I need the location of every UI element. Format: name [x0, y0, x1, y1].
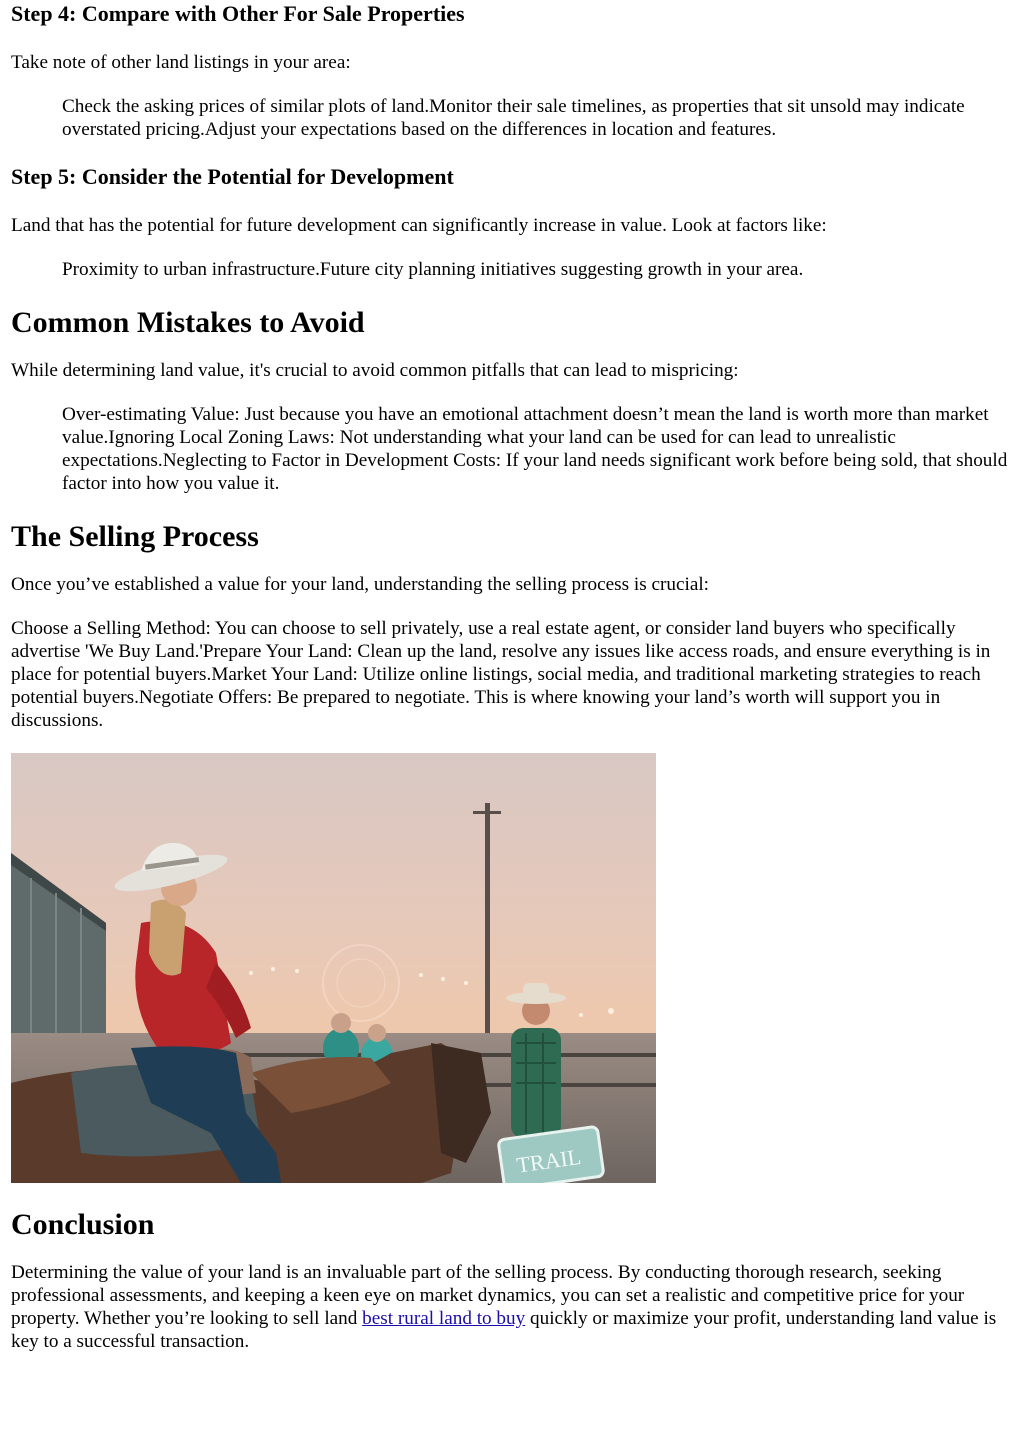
step5-heading: Step 5: Consider the Potential for Development [11, 164, 454, 189]
selling-intro: Once you’ve established a value for your land, understanding the selling process is crucial: [11, 574, 710, 595]
conclusion-text-after: quickly or maximize your profit, understanding land value is key to a successful transaction. [11, 1308, 997, 1352]
selling-heading: The Selling Process [11, 520, 259, 553]
conclusion-heading: Conclusion [11, 1208, 155, 1241]
step5-list: Proximity to urban infrastructure.Future city planning initiatives suggesting growth in your area. [62, 259, 804, 280]
conclusion-text [11, 1261, 1014, 1353]
step5-intro: Land that has the potential for future development can significantly increase in value. Look at factors like: [11, 215, 827, 236]
best-rural-land-link[interactable]: best rural land to buy [362, 1308, 526, 1329]
step4-list: Check the asking prices of similar plots of land.Monitor their sale timelines, as properties that sit unsold may indicate overstated pricing.Adjust your expectations based on the differences in location and features. [62, 96, 965, 140]
trail-sign-text: TRAIL [514, 1143, 583, 1178]
conclusion-text-before: Determining the value of your land is an invaluable part of the selling process. By conducting thorough research, seeking professional assessments, and keeping a keen eye on market dynamics, you can set a realistic and competitive price for your property. Whether you’re looking to sell land [11, 1262, 965, 1329]
step4-intro: Take note of other land listings in your area: [11, 52, 351, 73]
article-content [11, 0, 1014, 1353]
mistakes-heading: Common Mistakes to Avoid [11, 306, 365, 339]
mistakes-list: Over-estimating Value: Just because you have an emotional attachment doesn’t mean the land is worth more than market value.Ignoring Local Zoning Laws: Not understanding what your land can be used for can lead to unrealistic expectations.Neglecting to Factor in Development Costs: If your land needs significant work before being sold, that should factor into how you value it. [62, 404, 1008, 494]
selling-body: Choose a Selling Method: You can choose to sell privately, use a real estate agent, or consider land buyers who specifically advertise 'We Buy Land.'Prepare Your Land: Clean up the land, resolve any issues like access roads, and ensure everything is in place for potential buyers.Market Your Land: Utilize online listings, social media, and traditional marketing strategies to reach potential buyers.Negotiate Offers: Be prepared to negotiate. This is where knowing your land’s worth will support you in discussions. [11, 618, 991, 731]
step4-heading: Step 4: Compare with Other For Sale Properties [11, 1, 465, 26]
rodeo-photo [11, 753, 656, 1183]
mistakes-intro: While determining land value, it's crucial to avoid common pitfalls that can lead to mispricing: [11, 360, 739, 381]
